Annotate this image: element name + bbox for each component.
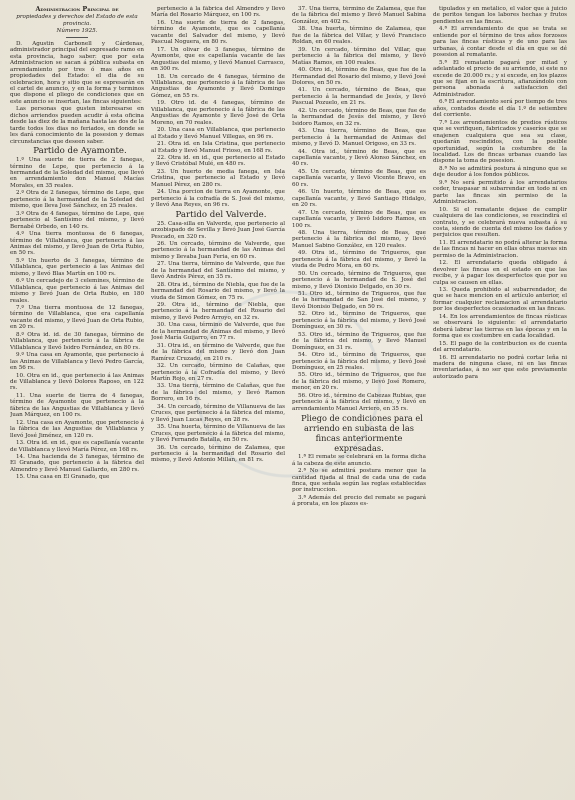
lot-item: 18. Un cercado de 4 fanegas, término de Villablanca, que pertenecio á la fábrica de las Angustias de Ayamonte y llevó Domingo Gómez, en 55 rs. [151, 73, 285, 99]
lot-item: 14. Una hacienda de 3 fanegas, término de El Granado, que pertenecio á la fábrica del Almendro y llevó Manuel Gallardo, en 280 rs. [10, 454, 144, 473]
lot-item: 41. Un cercado, término de Beas, que pertenecio á la hermandad de Jesús, y llevó Pascual Pozuelo, en 21 rs. [292, 87, 426, 107]
condition-item: 1.ª El remate se celebrará en la forma dicha á la cabeza de este anuncio. [292, 454, 426, 467]
column-1 [10, 6, 144, 796]
section-heading-ayamonte: Partido de Ayamonte. [33, 146, 127, 157]
lot-item: 20. Una casa en Villablanca, que pertenecio al Estado y llevó Manuel Villegas, en 96 rs. [151, 127, 285, 140]
conditions-list-cont [433, 6, 567, 380]
lot-item: 33. Una tierra, término de Calañas, que fue de la fábrica del mismo, y llevó Ramon Borrero, en 16 rs. [151, 383, 285, 403]
lot-item: pertenecio á la fábrica del Almendro y llevó María del Rosario Márquez, en 100 rs. [151, 6, 285, 19]
lot-item: 48. Una tierra, término de Beas, que pertenecio á la fábrica del mismo, y llevó Manuel Sabino González, en 120 reales. [292, 229, 426, 249]
lot-item: 13. Otra id. en id., que es capellanía vacante de Villablanca y llevó María Pérez, en 168 rs. [10, 440, 144, 453]
lot-item: 34. Un cercado, término de Villanueva de las Cruces, que pertenecio á la fábrica del mismo, y llevó Juan Lucas Reyes, en 28 rs. [151, 403, 285, 423]
lot-item: 26. Un cercado, término de Valverde, que pertenecio á la hermandad de las Animas del mismo y llevaba Juan Feria, en 60 rs. [151, 240, 285, 260]
condition-item: 15. El pago de la contribucion es de cuenta del arrendatario. [433, 340, 567, 354]
lot-item: 12. Una casa en Ayamonte, que pertenecio á la fábrica de las Angustias de Villablanca y llevó José Jiménez, en 120 rs. [10, 419, 144, 439]
lot-item: 16. Una suerte de tierra de 2 fanegas, término de Ayamonte, que es capellanía vacante del Salvador del mismo, y llevó Pascual Noguera, en 80 rs. [151, 19, 285, 46]
lot-item: 6.º Un cercadejo de 3 celemines, término de Villablanca, que pertenecio á las Animas del mismo y llevó Juan de Orta Rubio, en 180 reales. [10, 278, 144, 304]
lot-item: 9.º Una casa en Ayamonte, que pertenecio á las Animas de Villablanca y llevó Pedro García, en 56 rs. [10, 352, 144, 372]
lot-item: 22. Otra id. en id., que pertenecio al Estado y llevó Cristóbal Mulé, en 480 rs. [151, 154, 285, 168]
lot-item: 53. Otro id., término de Trigueros, que fue de la fábrica del mismo, y llevó Manuel Domínguez, en 31 rs. [292, 331, 426, 351]
lot-item: 30. Una casa, término de Valverde, que fue de la hermandad de Animas del mismo, y llevó José María Guijarro, en 77 rs. [151, 322, 285, 342]
lot-item: 52. Otro id., término de Trigueros, que pertenecio á la fábrica del mismo, y llevó José Domínguez, en 30 rs. [292, 311, 426, 331]
section-heading-valverde: Partido del Valverde. [175, 209, 267, 220]
lot-item: 36. Un cercado, término de Zalamea, que pertenecio á la hermandad del Rosario del mismo, y llevó Antonio Millan, en 81 rs. [151, 444, 285, 464]
condition-item: 6.ª El arrendamiento será por tiempo de tres años, contados desde el día 1.º de setiembre del corriente. [433, 99, 567, 119]
lot-item: 8.º Otra id. id. de 30 fanegas, término de Villablanca, que pertenecio á la fábrica de Villablanca y llevó Isidro Fernández, en 80 rs. [10, 331, 144, 351]
condition-item: 4.ª El arrendamiento de que se trata se entiende por el término de tres años forzosos para las fincas rústicas y de uno para las urbanas, á contar desde el día en que se dé posesion al rematante. [433, 26, 567, 59]
condition-item: 12. El arrendatario queda obligado á devolver las fincas en el estado en que las recibe, y á pagar los desperfectos que por su culpa se causen en ellas. [433, 260, 567, 286]
lot-item: 21. Otra id. en Isla Cristina, que pertenecio al Estado y llevó Manuel Frioso, en 168 rs. [151, 141, 285, 154]
lot-item: 54. Otro id., término de Trigueros, que pertenecio á la fábrica del mismo, y llevó José Domínguez, en 25 reales. [292, 352, 426, 372]
lot-item: 56. Otro id., término de Cabezas Rubias, que pertenecio á la fábrica del mismo, y llevó en arrendamiento Manuel Arriero, en 35 rs. [292, 392, 426, 412]
lot-item: 7.º Una tierra montuosa de 12 fanegas, término de Villablanca, que era capellanía vacante del mismo, y llevó Juan de Orta Rubio, en 20 rs. [10, 305, 144, 331]
lot-item: 24. Una porcion de tierra en Ayamonte, que pertenecio á la cofradía de S. José del mismo, y llevó Ana Reyes, en 96 rs. [151, 189, 285, 209]
lot-item: 27. Una tierra, término de Valverde, que fue de la hermandad del Santísimo del mismo, y llevó Andrés Pérez, en 35 rs. [151, 261, 285, 281]
lot-list-ayamonte-cont [151, 6, 285, 209]
lot-item: 50. Un cercado, término de Trigueros, que pertenecio á la hermandad de S. José del mismo, y llevó Dionisio Delgado, en 30 rs. [292, 270, 426, 290]
lot-item: 44. Otra id., término de Beas, que es capellanía vacante, y llevó Alonso Sánchez, en 40 rs. [292, 148, 426, 168]
lot-item: 23. Un huerto de media fanega, en Isla Cristina, que pertenecio al Estado y llevó Manuel Pérez, en 280 rs. [151, 168, 285, 188]
lot-item: 45. Un cercado, término de Beas, que es capellanía vacante, y llevó Vicente Bravo, en 60 rs. [292, 168, 426, 188]
condition-item: 14. En los arrendamientos de fincas rústicas se observará lo siguiente: el arrendatario deberá labrar las tierras en las épocas y en la forma que es costumbre en cada localidad. [433, 313, 567, 340]
lot-item: 17. Un olivar de 3 fanegas, término de Ayamonte, que es capellanía vacante de las Angustias del mismo, y llevó Manuel Carrasco, en 300 rs. [151, 46, 285, 73]
lot-item: 3.º Otra de 4 fanegas, término de Lepe, que pertenecio al Santísimo del mismo, y llevó Bernabé Orbedo, en 140 rs. [10, 210, 144, 230]
lot-item: 46. Un huerto, término de Beas, que es capellanía vacante, y llevó Santiago Hidalgo, en 20 rs. [292, 189, 426, 209]
condition-item: 8.ª No se admitirá postura á ninguno que se deje deudor á los fondos públicos. [433, 165, 567, 179]
lot-item: 4.º Una tierra montuosa de 6 fanegas, término de Villablanca, que pertenecio á las Animas del mismo, y llevó Juan de Orta Rubio, en 50 rs. [10, 231, 144, 257]
condition-item: 10. Si el rematante dejase de cumplir cualquiera de las condiciones, se rescindirá el contrato, y se celebrará nueva subasta á su costa, siendo de cuenta del mismo los daños y perjuicios que resulten. [433, 206, 567, 239]
lot-item: 38. Una huerta, término de Zalamea, que fue de la fábrica del Villar, y llevó Francisco Roldan, en 60 reales. [292, 26, 426, 46]
lot-item: 39. Un cercado, término del Villar, que pertenecio á la fábrica del mismo, y llevó Matías Ramos, en 100 reales. [292, 46, 426, 66]
intro-paragraph: D. Agustin Carbonell y Cárdenas, administrador principal del expresado ramo en esta provincia, hago saber: que por esta Administracion se sacan á pública subasta en arrendamiento por tres ó mas años en propiedades del Estado: el dia de su celebracion, hora y sitio que se espresarán en el cartel de anuncio, y en la forma y terminos que dispone el pliego de condiciones que en este anuncio se insertan, las fincas siguientes: [10, 40, 144, 105]
intro-paragraph-2: Las personas que gusten interesarse en dichos arriendos pueden acudir á esta oficina desde las diez de la mañana hasta las dos de la tarde todos los dias no feriados, en donde se les dará conocimiento de la posesion y demas circunstancias que deseen saber. [10, 106, 144, 145]
lot-list-valverde [151, 221, 285, 464]
lot-item: 42. Un cercado, término de Beas, que fue de la hermandad de Jesús del mismo, y llevó Isidoro Ramos, en 32 rs. [292, 107, 426, 127]
lot-item: 5.º Un huerto de 3 fanegas, término de Villablanca, que pertenecio á las Animas del mismo, y llevó Blas Martín en 100 rs. [10, 257, 144, 277]
column-2 [151, 6, 285, 796]
heading-rule [66, 37, 88, 38]
condition-item: 13. Queda prohibido al subarrendador, de que se hace mencion en el artículo anterior, el formar cualquier reclamacion al arrendatario por los desperfectos ocasionados en las fincas. [433, 287, 567, 313]
lot-item: 19. Otro id. de 4 fanegas, término de Villablanca, que pertenecio á la fábrica de las Angustias de Ayamonte y llevó José de Orta Moreno, en 70 reales. [151, 100, 285, 126]
office-subtitle: propiedades y derechos del Estado de esta provincia. [16, 14, 138, 27]
lot-item: 55. Otro id., término de Trigueros, que fue de la fábrica del mismo, y llevó José Romero, menor, en 20 rs. [292, 372, 426, 392]
condition-item: 7.ª Los arrendamientos de predios rústicos que se verifiquen, fabricados y caseríos que se enajenen cualquiera que sea su clase, quedarán rescindidos, con la posible oportunidad, según la costumbre de la localidad. Los de fincas urbanas cuando las dispone la toma de posesion. [433, 119, 567, 165]
lot-item: 37. Una tierra, término de Zalamea, que fue de la fábrica del mismo y llevó Manuel Sabina González, en 402 rs. [292, 6, 426, 25]
lot-item: 43. Una tierra, término de Beas, que pertenecio á la hermandad de Animas del mismo, y llevó D. Manuel Origoso, en 33 rs. [292, 128, 426, 148]
condition-item: 5.ª El rematante pagará por mitad y adelantado el precio de su arriendo, si este no excede de 20.000 rs.; y si excede, en los plazos que se fijan en la escritura, afianzándolo con persona abonada á satisfaccion del Administrador. [433, 59, 567, 98]
lot-item: 47. Un cercado, término de Beas, que es capellanía vacante, y llevó Isidoro Ramos, en 100 rs. [292, 209, 426, 229]
condition-item: 16. El arrendatario no podrá cortar leña ni madera de ninguna clase, ni en las fincas inventariadas, á no ser que este previamente autorizado para [433, 354, 567, 380]
condition-item: 11. El arrendatario no podrá alterar la forma de las fincas ni hacer en ellas obras nuevas sin permiso de la Administracion. [433, 239, 567, 259]
conditions-list [292, 454, 426, 508]
section-heading-conditions: Pliego de condiciones para el arriendo en subasta de las fincas anteriormente expresadas. [301, 413, 423, 454]
condition-item: 2.ª No se admitirá postura menor que la cantidad fijada al final de cada una de cada finca, que señala según las reglas establecidas por instruccion. [292, 468, 426, 494]
office-heading: Administracion Principal de [35, 6, 119, 13]
lot-item: 31. Otra id., en término de Valverde, que fue de la fábrica del mismo y llevó don Juan Ramírez Cruzado, en 210 rs. [151, 342, 285, 362]
lot-item: 15. Una casa en El Granado, que [16, 474, 110, 481]
lot-item: 1.º Una suerte de tierra de 2 fanegas, término de Lepe, que pertenecio á la hermandad de la Soledad del mismo, que llevó en arrendamiento don Manuel Macías Morales, en 35 reales. [10, 157, 144, 189]
lot-item: 40. Otro id., término de Beas, que fue de la Hermandad del Rosario del mismo, y llevó José Dolores, en 50 rs. [292, 67, 426, 86]
lot-item: 11. Una suerte de tierra de 4 fanegas, término de Ayamonte que pertenecio á la fábrica de las Angustias de Villablanca y llevó Juan Márquez, en 100 rs. [10, 392, 144, 419]
lot-item: 10. Otra en id., que pertenecio á las Animas de Villablanca y llevó Dolores Raposo, en 122 rs. [10, 372, 144, 392]
lot-item: 35. Una huerta, término de Villanueva de las Cruces, que pertenecio á la fábrica del mismo, y llevó Fernando Batalla, en 50 rs. [151, 424, 285, 444]
notice-number: Número 1925. [56, 28, 98, 35]
lot-item: 29. Otra id., término de Niebla, que pertenecio á la hermandad del Rosario del mismo, y llevó Pedro Arroyo, en 32 rs. [151, 302, 285, 321]
column-3 [292, 6, 426, 796]
lot-list-ayamonte [10, 157, 144, 481]
lot-item: 25. Casa-silla en Valverde, que pertenecio al arzobispado de Sevilla y llevó Juan José García Pescado, en 320 rs. [151, 220, 285, 240]
condition-item: 3.ª Además del precio del remate se pagará á prorata, en los plazos es- [292, 494, 426, 508]
lot-item: 51. Otro id., término de Trigueros, que fue de la hermandad de San José del mismo, y llevó Dionisio Delgado, en 50 rs. [292, 291, 426, 310]
lot-item: 32. Un cercado, término de Calañas, que pertenecio á la Cofradía del mismo, y llevó Martín Rojo, en 27 rs. [151, 363, 285, 383]
condition-item: tipulados y en metálico, el valor que á juicio de peritos tengan los labores hechas y frutos pendientes en las fincas. [433, 6, 567, 25]
lot-list-valverde-cont [292, 6, 426, 412]
condition-item: 9.ª No será permitido á los arrendatarios ceder, traspasar ni subarrendar en todo ni en parte las fincas sin permiso de la Administracion. [433, 179, 567, 206]
lot-item: 28. Otra id., término de Niebla, que fue de la hermandad del Rosario del mismo, y llevó la viuda de Simon Gómez, en 75 rs. [151, 281, 285, 301]
lot-item: 49. Otra id., término de Trigueros, que pertenecio á la fábrica del mismo, y llevó la viuda de Pedro Mora, en 60 rs. [292, 250, 426, 270]
column-4 [433, 6, 567, 796]
lot-item: 2.º Otra de 2 fanegas, término de Lepe, que pertenecio á la hermandad de la Soledad del mismo, que lleva José Sánchez, en 25 reales. [10, 190, 144, 210]
